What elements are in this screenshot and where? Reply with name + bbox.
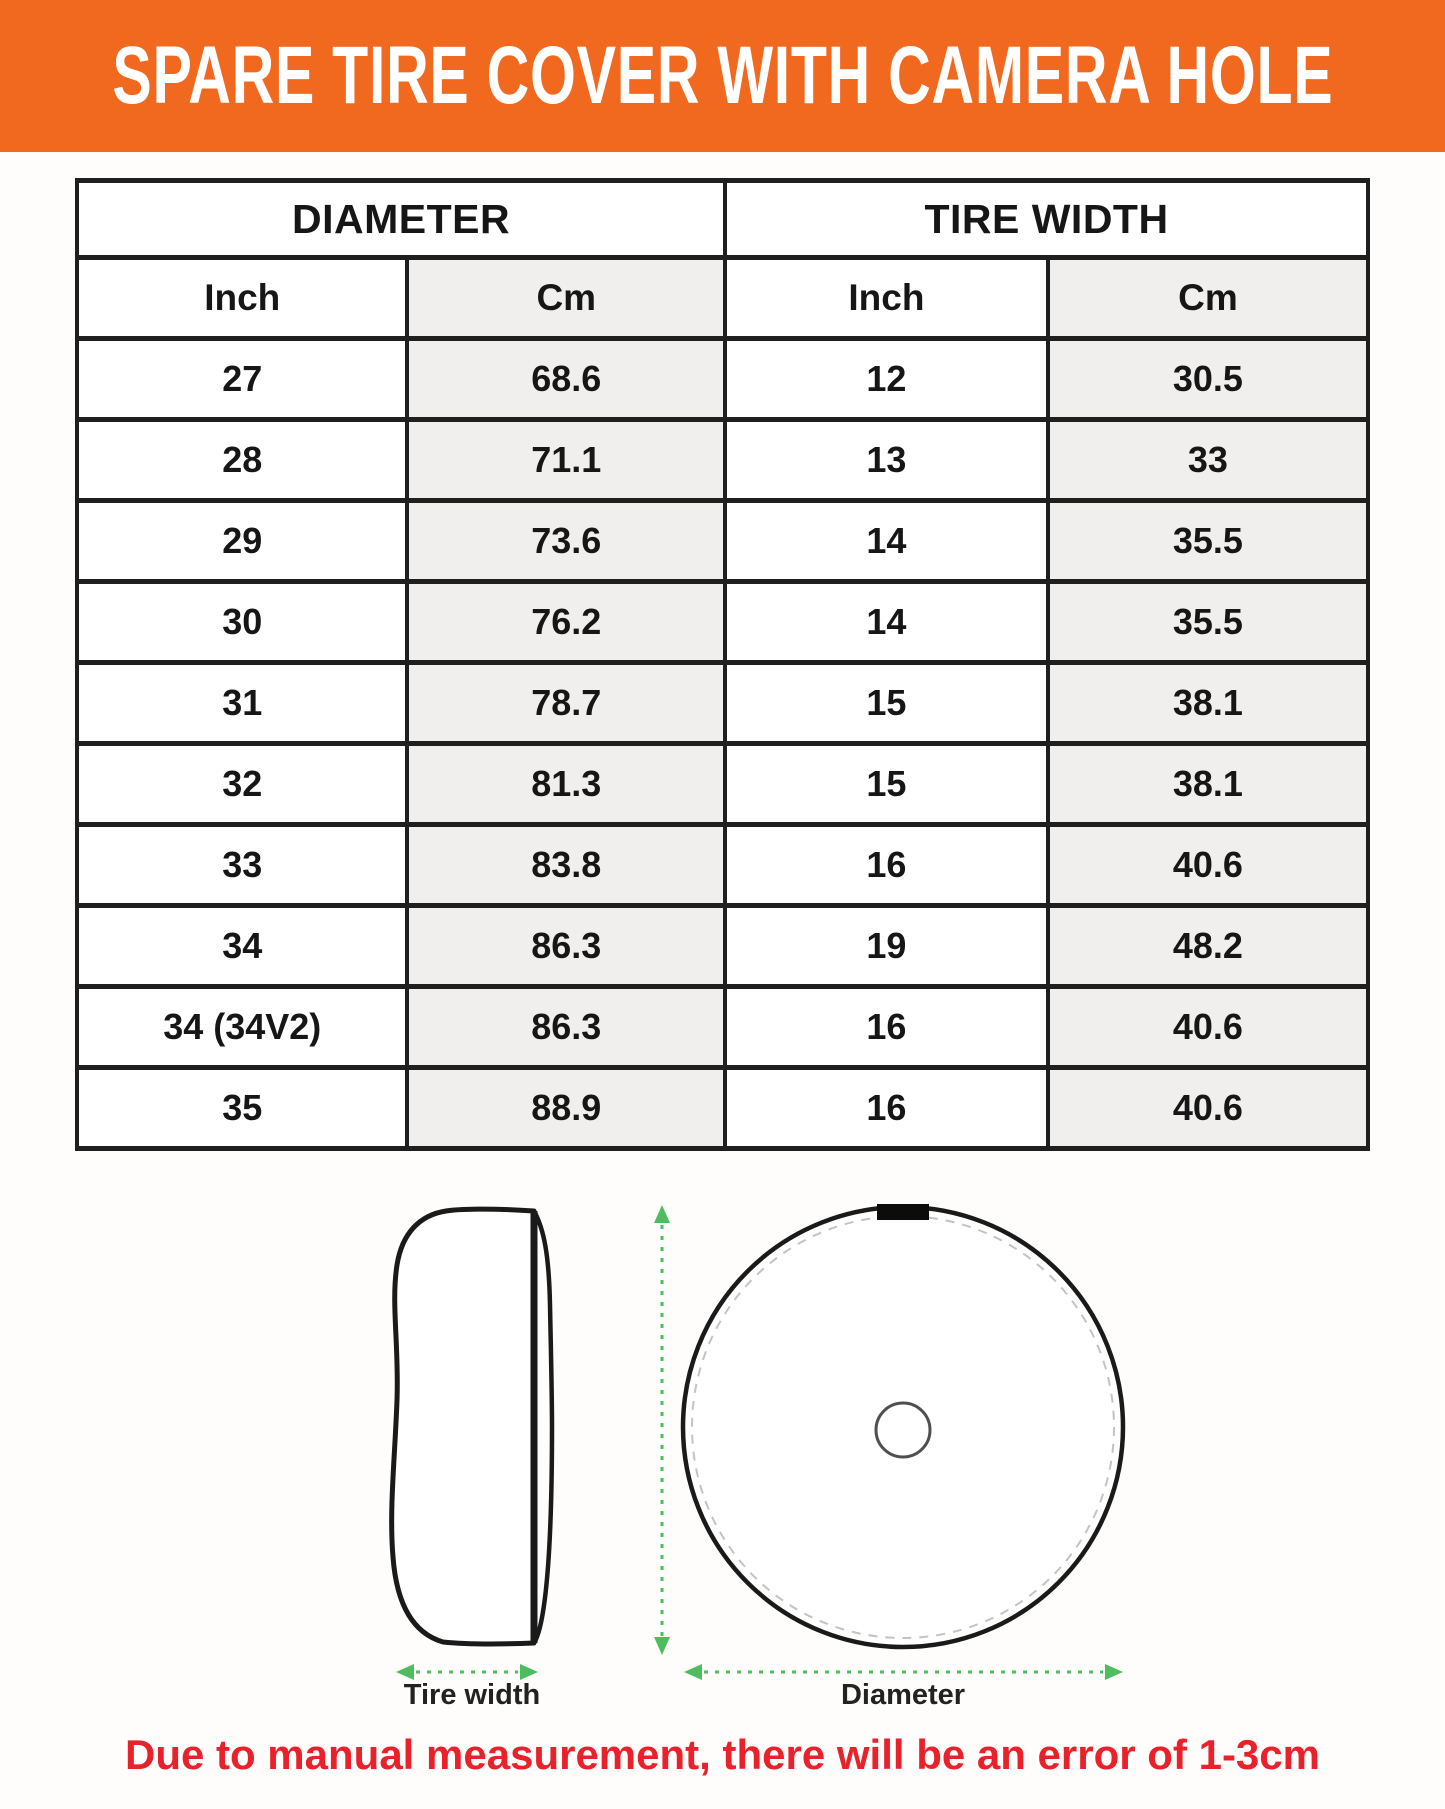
table-cell: 19 xyxy=(725,906,1048,987)
table-cell: 28 xyxy=(77,420,407,501)
tire-front-view xyxy=(683,1204,1123,1647)
tire-side-view xyxy=(392,1209,552,1644)
table-cell: 12 xyxy=(725,339,1048,420)
table-cell: 71.1 xyxy=(407,420,725,501)
table-cell: 73.6 xyxy=(407,501,725,582)
camera-hole-marker xyxy=(877,1204,929,1220)
table-cell: 14 xyxy=(725,582,1048,663)
table-cell: 15 xyxy=(725,663,1048,744)
table-subheader-row xyxy=(77,258,1368,339)
table-cell: 78.7 xyxy=(407,663,725,744)
table-cell: 30.5 xyxy=(1048,339,1368,420)
table-cell: 34 xyxy=(77,906,407,987)
size-chart-table xyxy=(75,178,1370,1151)
diameter-vertical-arrow xyxy=(654,1205,670,1655)
table-cell: 16 xyxy=(725,1068,1048,1149)
camera-hole xyxy=(876,1403,930,1457)
table-cell: 48.2 xyxy=(1048,906,1368,987)
table-cell: 27 xyxy=(77,339,407,420)
table-group-header-row xyxy=(77,181,1368,258)
table-row xyxy=(77,906,1368,987)
table-cell: 32 xyxy=(77,744,407,825)
tire-diagram-svg xyxy=(330,1195,1160,1685)
table-cell: 86.3 xyxy=(407,987,725,1068)
table-cell: 31 xyxy=(77,663,407,744)
table-cell: 16 xyxy=(725,825,1048,906)
column-header-inch: Inch xyxy=(77,258,407,339)
diameter-group-header: DIAMETER xyxy=(77,181,725,258)
table-cell: 83.8 xyxy=(407,825,725,906)
table-row xyxy=(77,987,1368,1068)
table-cell: 40.6 xyxy=(1048,1068,1368,1149)
size-chart xyxy=(75,178,1370,1151)
table-cell: 30 xyxy=(77,582,407,663)
table-cell: 15 xyxy=(725,744,1048,825)
table-cell: 29 xyxy=(77,501,407,582)
table-row xyxy=(77,744,1368,825)
measurement-diagram xyxy=(0,1150,1445,1809)
table-cell: 35 xyxy=(77,1068,407,1149)
table-cell: 35.5 xyxy=(1048,582,1368,663)
table-cell: 76.2 xyxy=(407,582,725,663)
column-header-inch: Inch xyxy=(725,258,1048,339)
table-cell: 81.3 xyxy=(407,744,725,825)
table-row xyxy=(77,501,1368,582)
table-cell: 33 xyxy=(1048,420,1368,501)
table-cell: 13 xyxy=(725,420,1048,501)
table-cell: 35.5 xyxy=(1048,501,1368,582)
title-banner xyxy=(0,0,1445,152)
table-cell: 88.9 xyxy=(407,1068,725,1149)
table-row xyxy=(77,663,1368,744)
column-header-cm: Cm xyxy=(407,258,725,339)
page-title: SPARE TIRE COVER WITH CAMERA HOLE xyxy=(112,30,1334,121)
diameter-label: Diameter xyxy=(840,1679,966,1711)
table-cell: 33 xyxy=(77,825,407,906)
table-row xyxy=(77,582,1368,663)
measurement-error-note: Due to manual measurement, there will be an error of 1-3cm xyxy=(124,1731,1320,1778)
table-row xyxy=(77,339,1368,420)
tire-width-group-header: TIRE WIDTH xyxy=(725,181,1368,258)
tire-width-label: Tire width xyxy=(403,1679,541,1711)
table-cell: 34 (34V2) xyxy=(77,987,407,1068)
table-cell: 40.6 xyxy=(1048,825,1368,906)
table-cell: 16 xyxy=(725,987,1048,1068)
column-header-cm: Cm xyxy=(1048,258,1368,339)
table-cell: 68.6 xyxy=(407,339,725,420)
table-row xyxy=(77,420,1368,501)
table-row xyxy=(77,825,1368,906)
table-row xyxy=(77,1068,1368,1149)
table-cell: 14 xyxy=(725,501,1048,582)
table-cell: 40.6 xyxy=(1048,987,1368,1068)
table-cell: 38.1 xyxy=(1048,663,1368,744)
table-cell: 86.3 xyxy=(407,906,725,987)
table-cell: 38.1 xyxy=(1048,744,1368,825)
